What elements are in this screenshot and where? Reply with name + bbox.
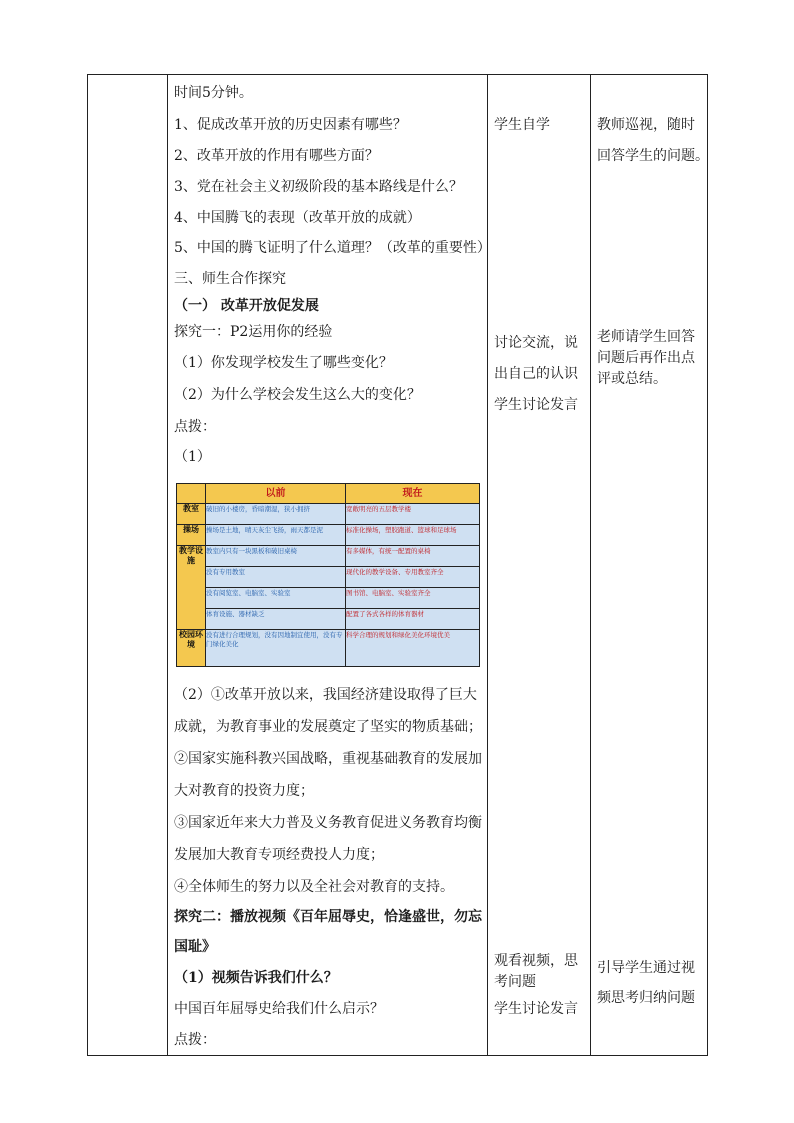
student-activity-1: 学生自学	[494, 117, 550, 133]
teacher-activity-column	[591, 75, 708, 1056]
comparison-before-cell: 没有专用教室	[206, 567, 346, 588]
explore-two-question-1: （1）视频告诉我们什么？	[174, 970, 338, 986]
comparison-header-blank	[177, 484, 206, 504]
student-activity-5: 学生讨论发言	[494, 1001, 578, 1017]
teacher-activity-1-line-1: 教师巡视，随时	[597, 117, 695, 133]
explore-one-question-2: （2）为什么学校会发生这么大的变化？	[174, 387, 421, 403]
teacher-activity-2-line-3: 评或总结。	[597, 371, 667, 387]
answer-two-line-5: ③国家近年来大力普及义务教育促进义务教育均衡	[174, 815, 482, 831]
comparison-category: 教学设施	[177, 546, 206, 630]
answer-two-line-1: （2）①改革开放以来，我国经济建设取得了巨大	[174, 687, 477, 703]
comparison-now-cell: 现代化的教学设备、专用教室齐全	[346, 567, 480, 588]
answer-two-line-4: 大对教育的投资力度；	[174, 783, 314, 799]
student-activity-2-line-2: 出自己的认识	[494, 366, 578, 382]
teacher-activity-2-line-1: 老师请学生回答	[597, 329, 695, 345]
comparison-before-cell: 破旧的小楼房，昏暗潮湿，狭小拥挤	[206, 504, 346, 525]
comparison-category: 教室	[177, 504, 206, 525]
comparison-before-cell: 教室内只有一块黑板和破旧桌椅	[206, 546, 346, 567]
answer-two-line-6: 发展加大教育专项经费投人力度；	[174, 847, 384, 863]
teacher-activity-3-line-2: 频思考归纳问题	[597, 990, 695, 1006]
student-activity-4-line-1: 观看视频，思	[494, 953, 578, 969]
comparison-now-cell: 配置了各式各样的体育器材	[346, 609, 480, 630]
student-activity-4-line-2: 考问题	[494, 974, 536, 990]
comparison-category: 校园环境	[177, 630, 206, 667]
time-note: 时间5分钟。	[174, 85, 253, 101]
answer-two-line-3: ②国家实施科教兴国战略，重视基础教育的发展加	[174, 751, 482, 767]
question-5: 5、中国的腾飞证明了什么道理？（改革的重要性）	[174, 240, 491, 256]
explore-two-title-line-1: 探究二：播放视频《百年屈辱史，恰逢盛世，勿忘	[174, 909, 482, 925]
subsection-one-heading: （一） 改革开放促发展	[174, 298, 319, 314]
school-comparison-table	[176, 483, 480, 667]
comparison-before-cell: 没有进行合理规划，没有因地制宜使用，没有专门绿化美化	[206, 630, 346, 667]
blank-label-column	[88, 75, 168, 1056]
comparison-before-cell: 体育设施、器材缺乏	[206, 609, 346, 630]
explore-one-hint-number: （1）	[174, 449, 211, 465]
comparison-header-now: 现在	[346, 484, 480, 504]
question-2: 2、改革开放的作用有哪些方面？	[174, 148, 379, 164]
explore-two-hint: 点拨：	[174, 1032, 216, 1048]
comparison-now-cell: 科学合理的规划和绿化美化环境优美	[346, 630, 480, 667]
teacher-activity-3-line-1: 引导学生通过视	[597, 960, 695, 976]
comparison-category: 操场	[177, 525, 206, 546]
question-3: 3、党在社会主义初级阶段的基本路线是什么？	[174, 179, 463, 195]
lesson-plan-table	[87, 74, 708, 1056]
comparison-now-cell: 宽敞明亮的五层教学楼	[346, 504, 480, 525]
answer-two-line-7: ④全体师生的努力以及全社会对教育的支持。	[174, 879, 454, 895]
question-4: 4、中国腾飞的表现（改革开放的成就）	[174, 210, 421, 226]
comparison-now-cell: 标准化操场，塑胶跑道、篮球和足球场	[346, 525, 480, 546]
explore-one-hint: 点拨：	[174, 419, 216, 435]
explore-one-title: 探究一：P2运用你的经验	[174, 324, 333, 340]
comparison-now-cell: 图书馆、电脑室、实验室齐全	[346, 588, 480, 609]
teacher-activity-2-line-2: 问题后再作出点	[597, 350, 695, 366]
explore-two-title-line-2: 国耻》	[174, 939, 216, 955]
answer-two-line-2: 成就，为教育事业的发展奠定了坚实的物质基础；	[174, 719, 482, 735]
comparison-header-before: 以前	[206, 484, 346, 504]
student-activity-3: 学生讨论发言	[494, 397, 578, 413]
student-activity-2-line-1: 讨论交流，说	[494, 335, 578, 351]
comparison-before-cell: 没有阅览室、电脑室、实验室	[206, 588, 346, 609]
content-column	[168, 75, 491, 1056]
comparison-before-cell: 操场是土地，晴天灰尘飞扬，雨天都是泥	[206, 525, 346, 546]
explore-two-question-2: 中国百年屈辱史给我们什么启示？	[174, 1001, 384, 1017]
comparison-now-cell: 有多媒体，有统一配置的桌椅	[346, 546, 480, 567]
question-1: 1、促成改革开放的历史因素有哪些？	[174, 117, 407, 133]
section-three-heading: 三、师生合作探究	[174, 271, 286, 287]
student-activity-column	[488, 75, 591, 1056]
teacher-activity-1-line-2: 回答学生的问题。	[597, 148, 709, 164]
explore-one-question-1: （1）你发现学校发生了哪些变化？	[174, 355, 393, 371]
